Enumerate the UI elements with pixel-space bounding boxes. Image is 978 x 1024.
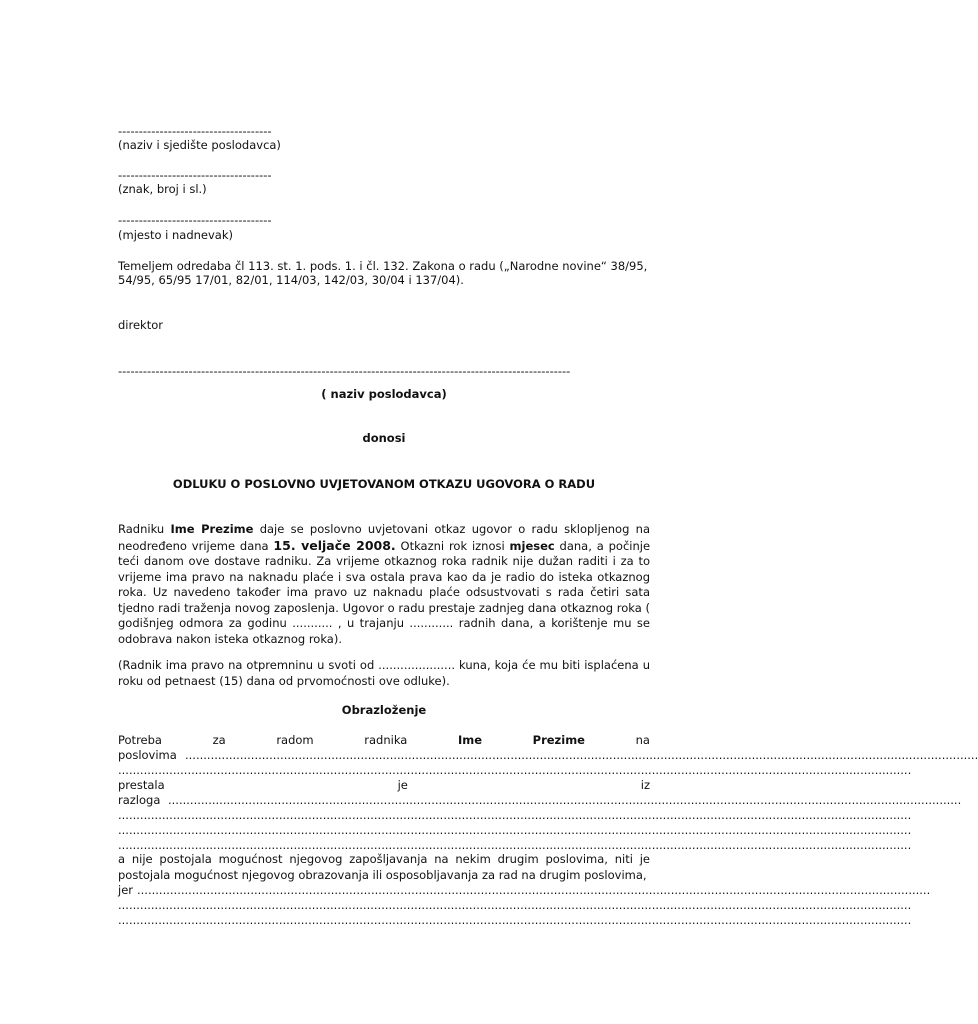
word: na (635, 733, 650, 747)
fill-dots: ......................................................................................................................................................................................................................... (118, 823, 912, 837)
text-span: daje se poslovno uvjetovani otkaz ugovor o radu sklopljenog na neodređeno vrijeme dana (118, 522, 650, 553)
employer-name-line: ------------------------------------------------------------------------------------------------------------- (118, 364, 571, 378)
fill-dots: ......................................................................................................................................................................................................................... (137, 883, 931, 897)
text-span: Otkazni rok iznosi (395, 538, 510, 553)
fill-dots: ......................................................................................................................................................................................................................... (168, 793, 962, 807)
poslovima-label: poslovima (118, 748, 177, 762)
word: za (212, 733, 226, 747)
contract-date: 15. veljače 2008. (273, 537, 396, 553)
director-label: direktor (118, 318, 163, 332)
decision-title: ODLUKU O POSLOVNO UVJETOVANOM OTKAZU UGOVORA O RADU (172, 477, 596, 491)
place-date-label: (mjesto i nadnevak) (118, 228, 233, 242)
word: prestala (118, 778, 165, 792)
word: iz (640, 778, 650, 792)
legal-basis-line-2: 54/95, 65/95 17/01, 82/01, 114/03, 142/03, 30/04 i 137/04). (118, 273, 464, 287)
reference-label: (znak, broj i sl.) (118, 182, 207, 196)
employee-name: Ime Prezime (170, 522, 254, 536)
word: radnika (364, 733, 408, 747)
text-span: Radniku (118, 522, 171, 536)
reasoning-title: Obrazloženje (341, 703, 427, 717)
employer-label: (naziv i sjedište poslodavca) (118, 138, 281, 152)
text-span: dana, a počinje teći danom ove dostave radniku. Za vrijeme otkaznog roka radnik nije dužan raditi i za to vrijeme ima pravo na naknadu plaće i sva ostala prava kao da je radio do isteka otkaznog roka. Uz navedeno također ima pravo uz naknadu plaće odsustvovati s rada četiri sata tjedno radi traženja novog zaposlenja. Ugovor o radu prestaje zadnjeg dana otkaznog roka ( godišnjeg odmora za godinu ........... , u trajanju ............ radnih dana, a korištenje mu se odobrava nakon isteka otkaznog roka). (118, 538, 651, 646)
employee-last-name: Prezime (532, 733, 585, 747)
fill-dots: ......................................................................................................................................................................................................................... (118, 898, 912, 912)
reasoning-paragraph: a nije postojala mogućnost njegovog zapošljavanja na nekim drugim poslovima, niti je postojala mogućnost njegovog obrazovanja ili osposobljavanja za rad na drugim poslovima, (118, 852, 650, 882)
decision-paragraph (118, 522, 650, 647)
fill-dots: ......................................................................................................................................................................................................................... (118, 763, 912, 777)
reasoning-line-1 (118, 733, 650, 748)
fill-dots: ......................................................................................................................................................................................................................... (118, 808, 912, 822)
word: je (397, 778, 408, 792)
legal-basis-line-1: Temeljem odredaba čl 113. st. 1. pods. 1. i čl. 132. Zakona o radu („Narodne novine“ 38/95, (118, 259, 648, 273)
word: radom (276, 733, 314, 747)
fill-dots: ......................................................................................................................................................................................................................... (118, 838, 912, 852)
notice-period: mjesec (509, 538, 555, 553)
reasoning-line-prestala (118, 778, 650, 793)
fill-dots: ......................................................................................................................................................................................................................... (118, 913, 912, 927)
razloga-label: razloga (118, 793, 161, 807)
employer-line: ------------------------------------- (118, 124, 272, 138)
jer-label: jer (118, 883, 133, 897)
severance-paragraph: (Radnik ima pravo na otpremninu u svoti od ..................... kuna, koja će mu biti isplaćena u roku od petnaest (15) dana od prvomoćnosti ove odluke). (118, 658, 650, 688)
reference-line: ------------------------------------- (118, 168, 272, 182)
issues-label: donosi (362, 431, 406, 445)
employee-first-name: Ime (457, 733, 483, 747)
place-date-line: ------------------------------------- (118, 213, 272, 227)
word: Potreba (118, 733, 162, 747)
fill-dots: ......................................................................................................................................................................................................................... (185, 748, 978, 762)
employer-name-label: ( naziv poslodavca) (321, 387, 447, 401)
